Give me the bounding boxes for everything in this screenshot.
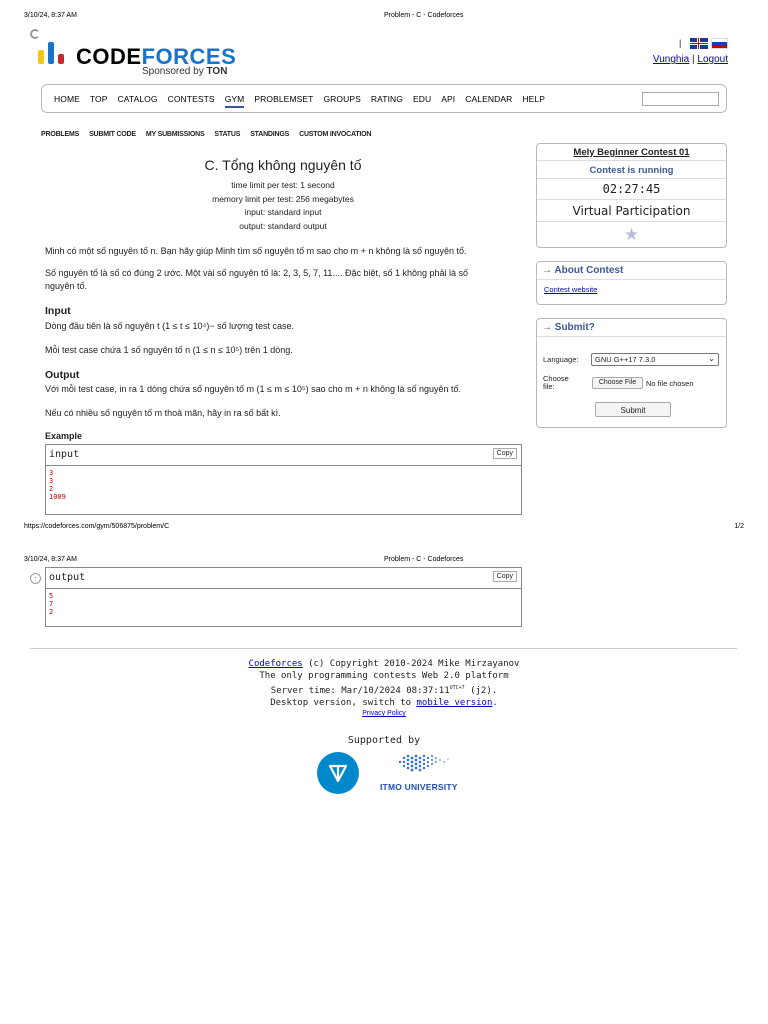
no-file-chosen: No file chosen bbox=[646, 379, 694, 388]
scroll-up-icon[interactable]: ↑ bbox=[30, 573, 41, 584]
russian-flag-icon[interactable] bbox=[711, 38, 728, 49]
footer-copyright: (c) Copyright 2010-2024 Mike Mirzayanov bbox=[302, 659, 520, 669]
footer-period: . bbox=[492, 698, 498, 708]
input-line-1: Dòng đầu tiên là số nguyên t (1 ≤ t ≤ 10⁴)− số lượng test case. bbox=[45, 321, 295, 331]
print-page-title: Problem - C - Codeforces bbox=[384, 12, 464, 19]
user-separator: | bbox=[692, 54, 695, 65]
flag-separator: | bbox=[679, 38, 682, 48]
submit-title: → Submit? bbox=[537, 319, 726, 337]
input-line-2: Mỗi test case chứa 1 số nguyên tố n (1 ≤ n ≤ 10⁵) trên 1 dòng. bbox=[45, 345, 293, 355]
footer-codeforces-link[interactable]: Codeforces bbox=[248, 659, 303, 669]
uk-flag-icon[interactable] bbox=[690, 38, 708, 49]
privacy-policy-link[interactable]: Privacy Policy bbox=[362, 710, 406, 717]
sample-input-content bbox=[46, 466, 521, 504]
subnav-problems[interactable]: PROBLEMS bbox=[41, 131, 80, 138]
sample-line: 3 bbox=[49, 469, 54, 477]
print-timestamp-2: 3/10/24, 8:37 AM bbox=[24, 556, 77, 563]
sponsor-ton: TON bbox=[206, 66, 228, 77]
star-icon[interactable]: ★ bbox=[623, 225, 640, 244]
nav-item-groups[interactable]: GROUPS bbox=[323, 94, 361, 104]
chevron-down-icon: ⌄ bbox=[708, 354, 715, 363]
output-line-1: Với mỗi test case, in ra 1 dòng chứa số nguyên tố m (1 ≤ m ≤ 10⁵) sao cho m + n không là số nguyên tố. bbox=[45, 384, 462, 394]
ton-logo-icon[interactable] bbox=[317, 752, 359, 794]
sample-line: 2 bbox=[49, 608, 54, 616]
countdown-timer: 02:27:45 bbox=[602, 182, 661, 196]
footer-utc: UTC+7 bbox=[449, 685, 465, 691]
nav-item-api[interactable]: API bbox=[441, 94, 456, 104]
subnav-custom-invocation[interactable]: CUSTOM INVOCATION bbox=[299, 131, 372, 138]
input-file: input: standard input bbox=[244, 207, 322, 217]
about-contest-title: → About Contest bbox=[537, 262, 726, 280]
sponsored-by: Sponsored by bbox=[142, 66, 204, 77]
nav-item-rating[interactable]: RATING bbox=[370, 94, 404, 104]
about-contest-sidebox bbox=[536, 261, 727, 305]
footer-platform: The only programming contests Web 2.0 platform bbox=[259, 671, 509, 681]
nav-item-top[interactable]: TOP bbox=[89, 94, 108, 104]
subnav-standings[interactable]: STANDINGS bbox=[250, 131, 290, 138]
language-value: GNU G++17 7.3.0 bbox=[595, 355, 656, 364]
sample-line: 2 bbox=[49, 485, 54, 493]
statement-2a: Số nguyên tố là số có đúng 2 ước. Một vài số nguyên tố là: 2, 3, 5, 7, 11.... Đặc biệt, số 1 không phải là số bbox=[45, 268, 469, 278]
contest-website-link[interactable]: Contest website bbox=[544, 285, 598, 294]
memory-limit: memory limit per test: 256 megabytes bbox=[212, 193, 354, 204]
submit-button[interactable]: Submit bbox=[595, 402, 671, 417]
output-section-title: Output bbox=[45, 369, 80, 381]
nav-item-calendar[interactable]: CALENDAR bbox=[465, 94, 513, 104]
subnav-status[interactable]: STATUS bbox=[214, 131, 241, 138]
second-level-menu bbox=[41, 128, 381, 138]
nav-item-catalog[interactable]: CATALOG bbox=[117, 94, 158, 104]
subnav-submit-code[interactable]: SUBMIT CODE bbox=[89, 131, 136, 138]
choose-file-button[interactable]: Choose File bbox=[592, 377, 643, 389]
main-menu bbox=[41, 84, 727, 113]
sample-line: 1009 bbox=[49, 493, 66, 501]
brand-forces: FORCES bbox=[141, 44, 237, 69]
submit-sidebox bbox=[536, 318, 727, 428]
choose-file-label-1: Choose bbox=[543, 374, 569, 383]
brand-code: CODE bbox=[76, 44, 142, 69]
sample-input bbox=[45, 444, 522, 515]
logo-bars-icon bbox=[38, 42, 70, 64]
itmo-logo[interactable] bbox=[380, 750, 470, 795]
subnav-my-submissions[interactable]: MY SUBMISSIONS bbox=[145, 131, 205, 138]
language-label: Language: bbox=[543, 355, 579, 364]
mobile-version-link[interactable]: mobile version bbox=[416, 698, 493, 708]
sample-line: 7 bbox=[49, 600, 54, 608]
itmo-text: ITMO UNIVERSITY bbox=[380, 782, 458, 792]
search-input[interactable] bbox=[642, 92, 719, 106]
sample-output-content bbox=[46, 589, 521, 619]
footer-divider bbox=[30, 648, 737, 649]
sample-output-label: output bbox=[49, 572, 86, 583]
logout-link[interactable]: Logout bbox=[697, 54, 728, 65]
print-timestamp: 3/10/24, 8:37 AM bbox=[24, 12, 77, 19]
sample-output bbox=[45, 567, 522, 627]
sample-input-label: input bbox=[49, 449, 80, 460]
print-url: https://codeforces.com/gym/506875/problem/C bbox=[24, 523, 170, 530]
user-link[interactable]: Vunghia bbox=[652, 54, 690, 65]
input-section-title: Input bbox=[45, 305, 71, 317]
supported-by: Supported by bbox=[347, 735, 421, 746]
output-line-2: Nếu có nhiều số nguyên tố m thoả mãn, hãy in ra số bất kì. bbox=[45, 408, 281, 418]
print-page-title-2: Problem - C - Codeforces bbox=[384, 556, 464, 563]
nav-item-home[interactable]: HOME bbox=[54, 94, 80, 104]
statement-1: Minh có một số nguyên tố n. Bạn hãy giúp Minh tìm số nguyên tố m sao cho m + n không là số nguyên tố. bbox=[45, 246, 467, 256]
nav-item-gym[interactable]: GYM bbox=[225, 94, 245, 108]
reload-icon[interactable] bbox=[30, 29, 40, 39]
print-page-number: 1/2 bbox=[734, 523, 744, 530]
copy-output-button[interactable]: Copy bbox=[493, 571, 517, 582]
output-file: output: standard output bbox=[239, 220, 327, 231]
choose-file-label-2: file: bbox=[543, 382, 555, 391]
sample-line: 5 bbox=[49, 592, 54, 600]
contest-sidebox bbox=[536, 143, 727, 248]
footer-server-time: Server time: Mar/10/2024 08:37:11 bbox=[270, 686, 450, 696]
problem-title: C. Tổng không nguyên tố bbox=[204, 157, 362, 173]
footer-desktop: Desktop version, switch to bbox=[270, 698, 417, 708]
nav-item-help[interactable]: HELP bbox=[522, 94, 545, 104]
nav-item-problemset[interactable]: PROBLEMSET bbox=[254, 94, 314, 104]
nav-item-edu[interactable]: EDU bbox=[413, 94, 432, 104]
contest-name-link[interactable]: Mely Beginner Contest 01 bbox=[573, 147, 690, 158]
language-select[interactable] bbox=[591, 353, 719, 366]
virtual-participation[interactable]: Virtual Participation bbox=[572, 204, 691, 218]
itmo-dots-icon bbox=[380, 750, 470, 776]
footer-j2: (j2). bbox=[464, 686, 498, 696]
nav-item-contests[interactable]: CONTESTS bbox=[167, 94, 215, 104]
contest-status: Contest is running bbox=[589, 165, 674, 176]
copy-input-button[interactable]: Copy bbox=[493, 448, 517, 459]
sample-line: 3 bbox=[49, 477, 54, 485]
time-limit: time limit per test: 1 second bbox=[231, 180, 335, 190]
statement-2b: nguyên tố. bbox=[45, 281, 88, 291]
codeforces-logo[interactable] bbox=[38, 42, 238, 78]
example-title: Example bbox=[45, 431, 83, 441]
